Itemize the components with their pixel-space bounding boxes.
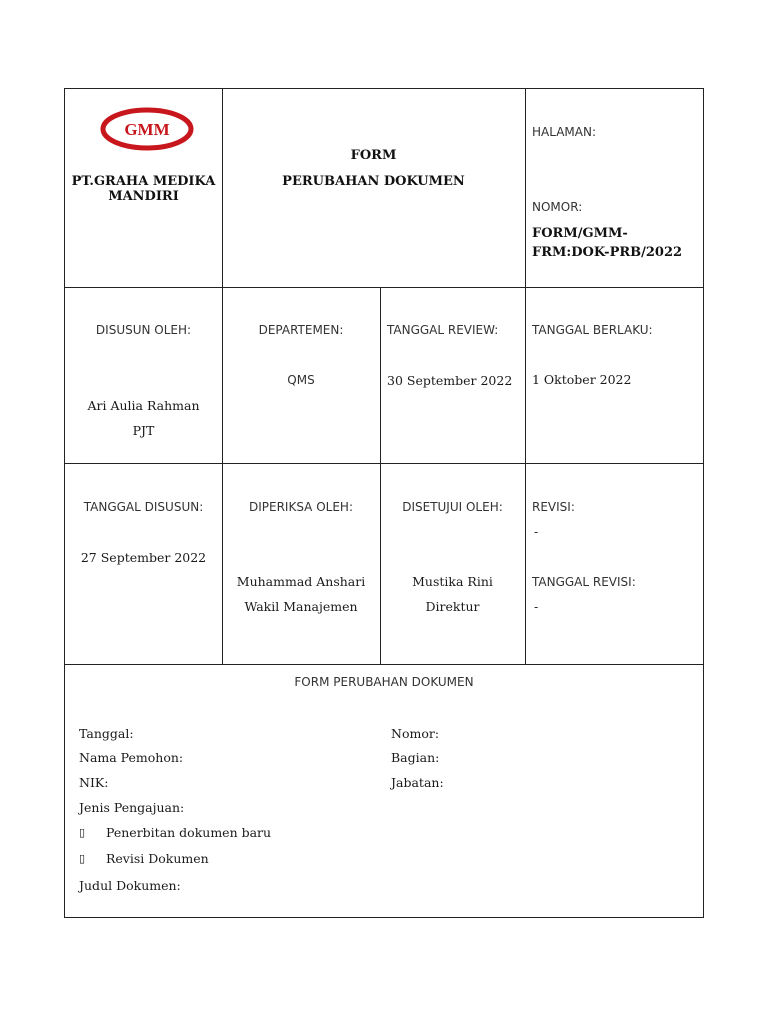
gmm-logo bbox=[100, 107, 194, 151]
judul-dokumen-label: Judul Dokumen: bbox=[79, 878, 181, 893]
row-divider-3 bbox=[65, 664, 703, 665]
tgl-revisi-label: TANGGAL REVISI: bbox=[532, 575, 636, 589]
berlaku-value: 1 Oktober 2022 bbox=[532, 372, 632, 387]
disetujui-name: Mustika Rini bbox=[412, 574, 493, 589]
company-name-line2: MANDIRI bbox=[108, 189, 179, 204]
revisi-value: - bbox=[534, 524, 539, 539]
review-value: 30 September 2022 bbox=[387, 373, 513, 388]
col-divider-3 bbox=[525, 89, 526, 664]
checkbox-revisi-icon[interactable]: ▯ bbox=[79, 852, 86, 865]
nomor-value-line1: FORM/GMM- bbox=[532, 226, 628, 241]
departemen-value: QMS bbox=[287, 373, 315, 387]
tanggal-field-label: Tanggal: bbox=[79, 726, 134, 741]
tgl-disusun-value: 27 September 2022 bbox=[80, 550, 207, 565]
document-form-sheet bbox=[64, 88, 704, 918]
form-title-line2: PERUBAHAN DOKUMEN bbox=[282, 174, 465, 189]
diperiksa-role: Wakil Manajemen bbox=[244, 599, 358, 614]
halaman-label: HALAMAN: bbox=[532, 125, 596, 139]
tgl-disusun-label: TANGGAL DISUSUN: bbox=[83, 500, 204, 514]
disusun-label: DISUSUN OLEH: bbox=[95, 323, 192, 337]
logo-text: GMM bbox=[124, 120, 170, 139]
nomor-value-line2: FRM:DOK-PRB/2022 bbox=[532, 245, 683, 260]
option-penerbitan-label: Penerbitan dokumen baru bbox=[106, 825, 272, 840]
company-name-line1: PT.GRAHA MEDIKA bbox=[71, 174, 216, 189]
disusun-role: PJT bbox=[132, 423, 155, 438]
diperiksa-label: DIPERIKSA OLEH: bbox=[249, 500, 353, 514]
jabatan-field-label: Jabatan: bbox=[391, 775, 444, 790]
option-revisi-label: Revisi Dokumen bbox=[106, 851, 209, 866]
row-divider-2 bbox=[65, 463, 703, 464]
tgl-revisi-value: - bbox=[534, 599, 539, 614]
disetujui-label: DISETUJUI OLEH: bbox=[402, 500, 503, 514]
berlaku-label: TANGGAL BERLAKU: bbox=[532, 323, 653, 337]
review-label: TANGGAL REVIEW: bbox=[387, 323, 499, 337]
nomor-field-label: Nomor: bbox=[391, 726, 440, 741]
nik-field-label: NIK: bbox=[79, 775, 109, 790]
jenis-pengajuan-label: Jenis Pengajuan: bbox=[79, 800, 185, 815]
row-divider-1 bbox=[65, 287, 703, 288]
diperiksa-name: Muhammad Anshari bbox=[236, 574, 366, 589]
nomor-label: NOMOR: bbox=[532, 200, 583, 214]
form-section-title: FORM PERUBAHAN DOKUMEN bbox=[294, 675, 474, 689]
disetujui-role: Direktur bbox=[425, 599, 480, 614]
disusun-name: Ari Aulia Rahman bbox=[87, 398, 200, 413]
checkbox-penerbitan-icon[interactable]: ▯ bbox=[79, 826, 86, 839]
revisi-label: REVISI: bbox=[532, 500, 575, 514]
departemen-label: DEPARTEMEN: bbox=[258, 323, 344, 337]
nama-pemohon-field-label: Nama Pemohon: bbox=[79, 750, 184, 765]
form-title-line1: FORM bbox=[350, 148, 397, 163]
bagian-field-label: Bagian: bbox=[391, 750, 440, 765]
